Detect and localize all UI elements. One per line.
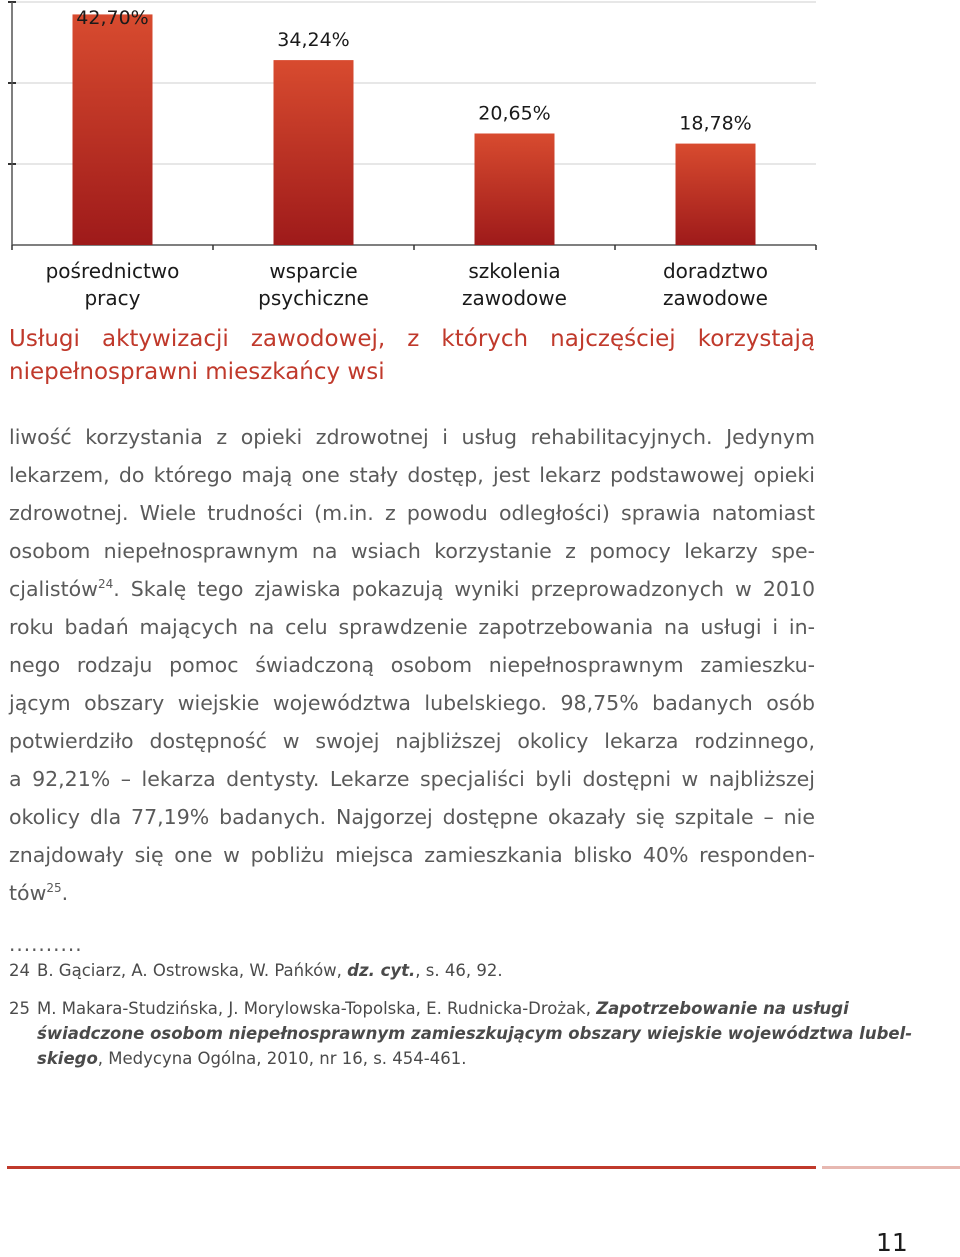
category-label: wsparcie psychiczne	[258, 259, 369, 310]
body-line-text: liwość korzystania z opieki zdrowotnej i usług rehabilitacyjnych. Jedynym	[9, 425, 815, 449]
body-line-text: osobom niepełnosprawnym na wsiach korzystanie z pomocy lekarzy spe-	[9, 539, 815, 563]
footnote	[9, 958, 817, 983]
footnote-text: , s. 46, 92.	[415, 961, 503, 980]
chart-caption: Usługi aktywizacji zawodowej, z których najczęściej korzystają niepełnosprawni mieszkańcy wsi	[9, 326, 815, 385]
body-line	[9, 570, 815, 608]
footnote-number: 24	[9, 961, 30, 980]
page-number: 11	[876, 1228, 908, 1257]
body-line-text: zdrowotnej. Wiele trudności (m.in. z powodu odległości) sprawia natomiast	[9, 501, 815, 525]
footnote-text: skiego	[37, 1049, 98, 1068]
body-line-text: a 92,21% – lekarza dentysty. Lekarze specjaliści byli dostępni w najbliższej	[9, 767, 815, 791]
footer-rule	[7, 1166, 816, 1169]
footnote-text: , Medycyna Ogólna, 2010, nr 16, s. 454-461.	[97, 1049, 467, 1068]
footnote-text: B. Gąciarz, A. Ostrowska, W. Pańków,	[37, 961, 348, 980]
body-line-text: nego rodzaju pomoc świadczoną osobom niepełnosprawnym zamieszku-	[9, 653, 815, 677]
bar	[73, 14, 153, 245]
body-text	[9, 418, 815, 912]
footnote-text: Zapotrzebowanie na usługi	[596, 999, 849, 1018]
bar	[475, 133, 555, 245]
bar-value-label: 20,65%	[478, 102, 551, 125]
footnote-text: dz. cyt.	[347, 961, 416, 980]
footnotes	[9, 958, 913, 1071]
footnote-text: M. Makara-Studzińska, J. Morylowska-Topolska, E. Rudnicka-Drożak,	[37, 999, 597, 1018]
body-line	[9, 532, 815, 570]
body-line-text: cjalistów	[9, 577, 98, 601]
body-line	[9, 874, 815, 912]
body-line-text: tów	[9, 881, 47, 905]
body-line	[9, 418, 815, 456]
footnote-text: świadczone osobom niepełnosprawnym zamieszkującym obszary wiejskie województwa lubel-	[37, 1024, 913, 1043]
body-line-text: . Skalę tego zjawiska pokazują wyniki przeprowadzonych w 2010	[113, 577, 815, 601]
body-line	[9, 760, 815, 798]
footnote-number: 25	[9, 999, 30, 1018]
footnote	[9, 996, 913, 1071]
category-label: szkolenia zawodowe	[462, 259, 567, 310]
body-line-text: .	[61, 881, 69, 905]
body-line	[9, 608, 815, 646]
footnote-separator: ..........	[9, 932, 83, 956]
body-line	[9, 456, 815, 494]
body-line	[9, 494, 815, 532]
body-line-text: okolicy dla 77,19% badanych. Najgorzej dostępne okazały się szpitale – nie	[9, 805, 815, 829]
body-line	[9, 684, 815, 722]
footer-rule-accent	[822, 1166, 960, 1169]
bar-value-label: 18,78%	[679, 112, 752, 135]
category-labels	[12, 258, 816, 318]
body-line	[9, 722, 815, 760]
bar-value-label: 42,70%	[76, 7, 149, 29]
body-line-text: lekarzem, do którego mają one stały dostęp, jest lekarz podstawowej opieki	[9, 463, 815, 487]
body-line	[9, 646, 815, 684]
footnote-ref[interactable]: 24	[97, 577, 114, 591]
body-line-text: potwierdziło dostępność w swojej najbliższej okolicy lekarza rodzinnego,	[9, 729, 815, 753]
body-line-text: znajdowały się one w pobliżu miejsca zamieszkania blisko 40% responden-	[9, 843, 815, 867]
bar	[676, 144, 756, 245]
category-label: doradztwo zawodowe	[662, 259, 769, 310]
footnote-ref[interactable]: 25	[46, 881, 62, 895]
body-line-text: roku badań mających na celu sprawdzenie zapotrzebowania na usługi i in-	[9, 615, 815, 639]
body-line	[9, 836, 815, 874]
body-line	[9, 798, 815, 836]
bar-value-label: 34,24%	[277, 29, 350, 52]
bar	[274, 60, 354, 245]
body-line-text: jącym obszary wiejskie województwa lubelskiego. 98,75% badanych osób	[9, 691, 815, 715]
category-label: pośrednictwo pracy	[45, 259, 180, 310]
